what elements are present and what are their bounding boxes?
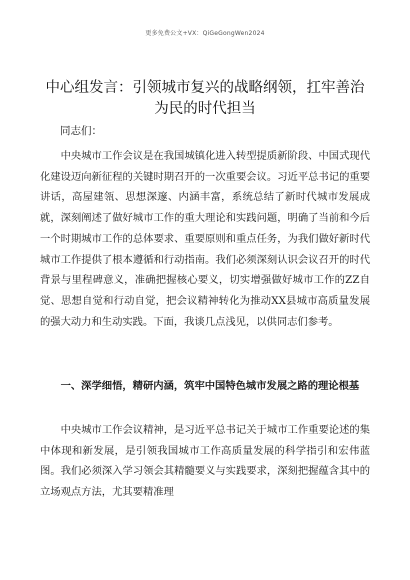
header-note: 更多免费公文+VX：QiGeGongWen2024 — [145, 30, 265, 37]
section-heading-1: 一、深学细悟，精研内涵，筑牢中国特色城市发展之路的理论根基 — [60, 380, 360, 392]
paragraph-2: 中央城市工作会议精神，是习近平总书记关于城市工作重要论述的集中体现和新发展，是引领我国城市工作高质量发展的科学指引和宏伟蓝图。我们必须深入学习领会其精髓要义与实践要求，深刻把握蕴含其中的立场观点方法，尤其要精准理 — [40, 424, 370, 499]
salutation: 同志们： — [60, 125, 102, 137]
paragraph-1: 中央城市工作会议是在我国城镇化进入转型提质新阶段、中国式现代化建设迈向新征程的关键时期召开的一次重要会议。习近平总书记的重要讲话，高屋建瓴、思想深邃、内涵丰富，系统总结了新时代城市发展成就，深刻阐述了做好城市工作的重大理论和实践问题，明确了当前和今后一个时期城市工作的总体要求、重要原则和重点任务，为我们做好新时代城市工作提供了根本遵循和行动指南。我们必须深刻认识会议召开的时代背景与里程碑意义，准确把握核心要义，切实增强做好城市工作的ZZ自觉、思想自觉和行动自觉，把会议精神转化为推动XX县城市高质量发展的强大动力和生动实践。下面，我谈几点浅见，以供同志们参考。 — [40, 150, 370, 328]
document-title: 中心组发言：引领城市复兴的战略纲领，扛牢善治为民的时代担当 — [45, 80, 365, 117]
